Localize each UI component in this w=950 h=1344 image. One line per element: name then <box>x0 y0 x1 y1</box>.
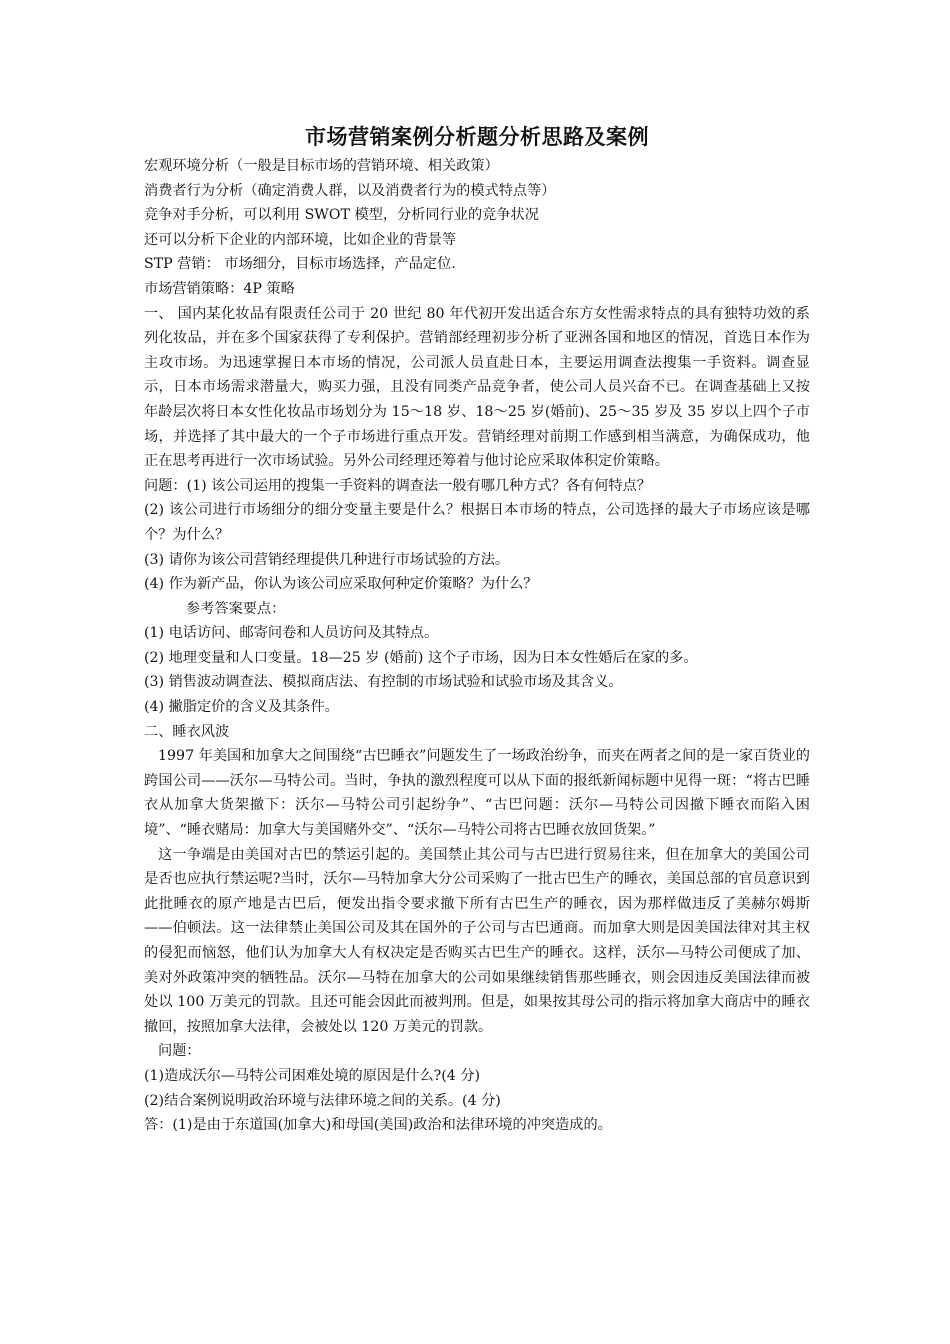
case1-answer: (4) 撇脂定价的含义及其条件。 <box>144 699 339 716</box>
case1-question: (3) 请你为该公司营销经理提供几种进行市场试验的方法。 <box>144 551 510 568</box>
outline-item: 竞争对手分析，可以利用 SWOT 模型，分析同行业的竞争状况 <box>144 207 539 224</box>
case2-paragraph: 这一争端是由美国对古巴的禁运引起的。美国禁止其公司与古巴进行贸易往来，但在加拿大的美国公司是否也应执行禁运呢?当时，沃尔—马特加拿大分公司采购了一批古巴生产的睡衣，美国总部的官员意识到此批睡衣的原产地是古巴后，便发出指令要求撤下所有古巴生产的睡衣，因为那样做违反了美赫尔姆斯——伯顿法。这一法律禁止美国公司及其在国外的子公司与古巴通商。而加拿大则是因美国法律对其主权的侵犯而恼怒，他们认为加拿大人有权决定是否购买古巴生产的睡衣。这样，沃尔—马特公司便成了加、美对外政策冲突的牺牲品。沃尔—马特在加拿大的公司如果继续销售那些睡衣，则会因违反美国法律而被处以 100 万美元的罚款。且还可能会因此而被判刑。但是，如果按其母公司的指示将加拿大商店中的睡衣撤回，按照加拿大法律，会被处以 120 万美元的罚款。 <box>144 846 810 1035</box>
case2-heading: 二、睡衣风波 <box>144 723 230 740</box>
case1-answer-heading: 参考答案要点： <box>186 600 286 617</box>
document-title: 市场营销案例分析题分析思路及案例 <box>305 124 649 149</box>
case1-answer: (1) 电话访问、邮寄问卷和人员访问及其特点。 <box>144 625 439 642</box>
document-page <box>144 122 810 1138</box>
outline-item: STP 营销： 市场细分，目标市场选择，产品定位. <box>144 256 456 273</box>
case2-question: (1)造成沃尔—马特公司困难处境的原因是什么?(4 分) <box>144 1067 481 1084</box>
case1-question: (4) 作为新产品，你认为该公司应采取何种定价策略？为什么？ <box>144 576 538 593</box>
case2-question: (2)结合案例说明政治环境与法律环境之间的关系。(4 分) <box>144 1092 501 1109</box>
case1-answer: (2) 地理变量和人口变量。18—25 岁 (婚前) 这个子市场，因为日本女性婚后在家的多。 <box>144 649 698 666</box>
case2-question-heading: 问题： <box>158 1043 201 1060</box>
case2-answer: 答：(1)是由于东道国(加拿大)和母国(美国)政治和法律环境的冲突造成的。 <box>144 1117 612 1134</box>
outline-item: 还可以分析下企业的内部环境，比如企业的背景等 <box>144 231 457 248</box>
case1-question: (2) 该公司进行市场细分的细分变量主要是什么？根据日本市场的特点，公司选择的最大子市场应该是哪个？为什么？ <box>144 502 810 543</box>
case1-question: 问题：(1) 该公司运用的搜集一手资料的调查法一般有哪几种方式？各有何特点？ <box>144 477 651 494</box>
outline-item: 市场营销策略：4P 策略 <box>144 280 295 297</box>
outline-item: 消费者行为分析（确定消费人群，以及消费者行为的模式特点等） <box>144 182 556 199</box>
outline-item: 宏观环境分析（一般是目标市场的营销环境、相关政策） <box>144 158 499 174</box>
case2-paragraph: 1997 年美国和加拿大之间围绕“古巴睡衣”问题发生了一场政治纷争，而夹在两者之间的是一家百货业的跨国公司——沃尔—马特公司。当时，争执的激烈程度可以从下面的报纸新闻标题中见得一斑：“将古巴睡衣从加拿大货架撤下：沃尔—马特公司引起纷争”、“古巴问题：沃尔—马特公司因撤下睡衣而陷入困境”、“睡衣赌局：加拿大与美国赌外交”、“沃尔—马特公司将古巴睡衣放回货架。” <box>144 748 810 839</box>
case1-body: 一、 国内某化妆品有限责任公司于 20 世纪 80 年代初开发出适合东方女性需求特点的具有独特功效的系列化妆品，并在多个国家获得了专利保护。营销部经理初步分析了亚洲各国和地区的情况，首选日本作为主攻市场。为迅速掌握日本市场的情况，公司派人员直赴日本，主要运用调查法搜集一手资料。调查显示，日本市场需求潜量大，购买力强，且没有同类产品竞争者，使公司人员兴奋不已。在调查基础上又按年龄层次将日本女性化妆品市场划分为 15～18 岁、18～25 岁(婚前)、25～35 岁及 35 岁以上四个子市场，并选择了其中最大的一个子市场进行重点开发。营销经理对前期工作感到相当满意，为确保成功，他正在思考再进行一次市场试验。另外公司经理还筹着与他讨论应采取体积定价策略。 <box>144 305 810 470</box>
case1-answer: (3) 销售波动调查法、模拟商店法、有控制的市场试验和试验市场及其含义。 <box>144 674 623 691</box>
